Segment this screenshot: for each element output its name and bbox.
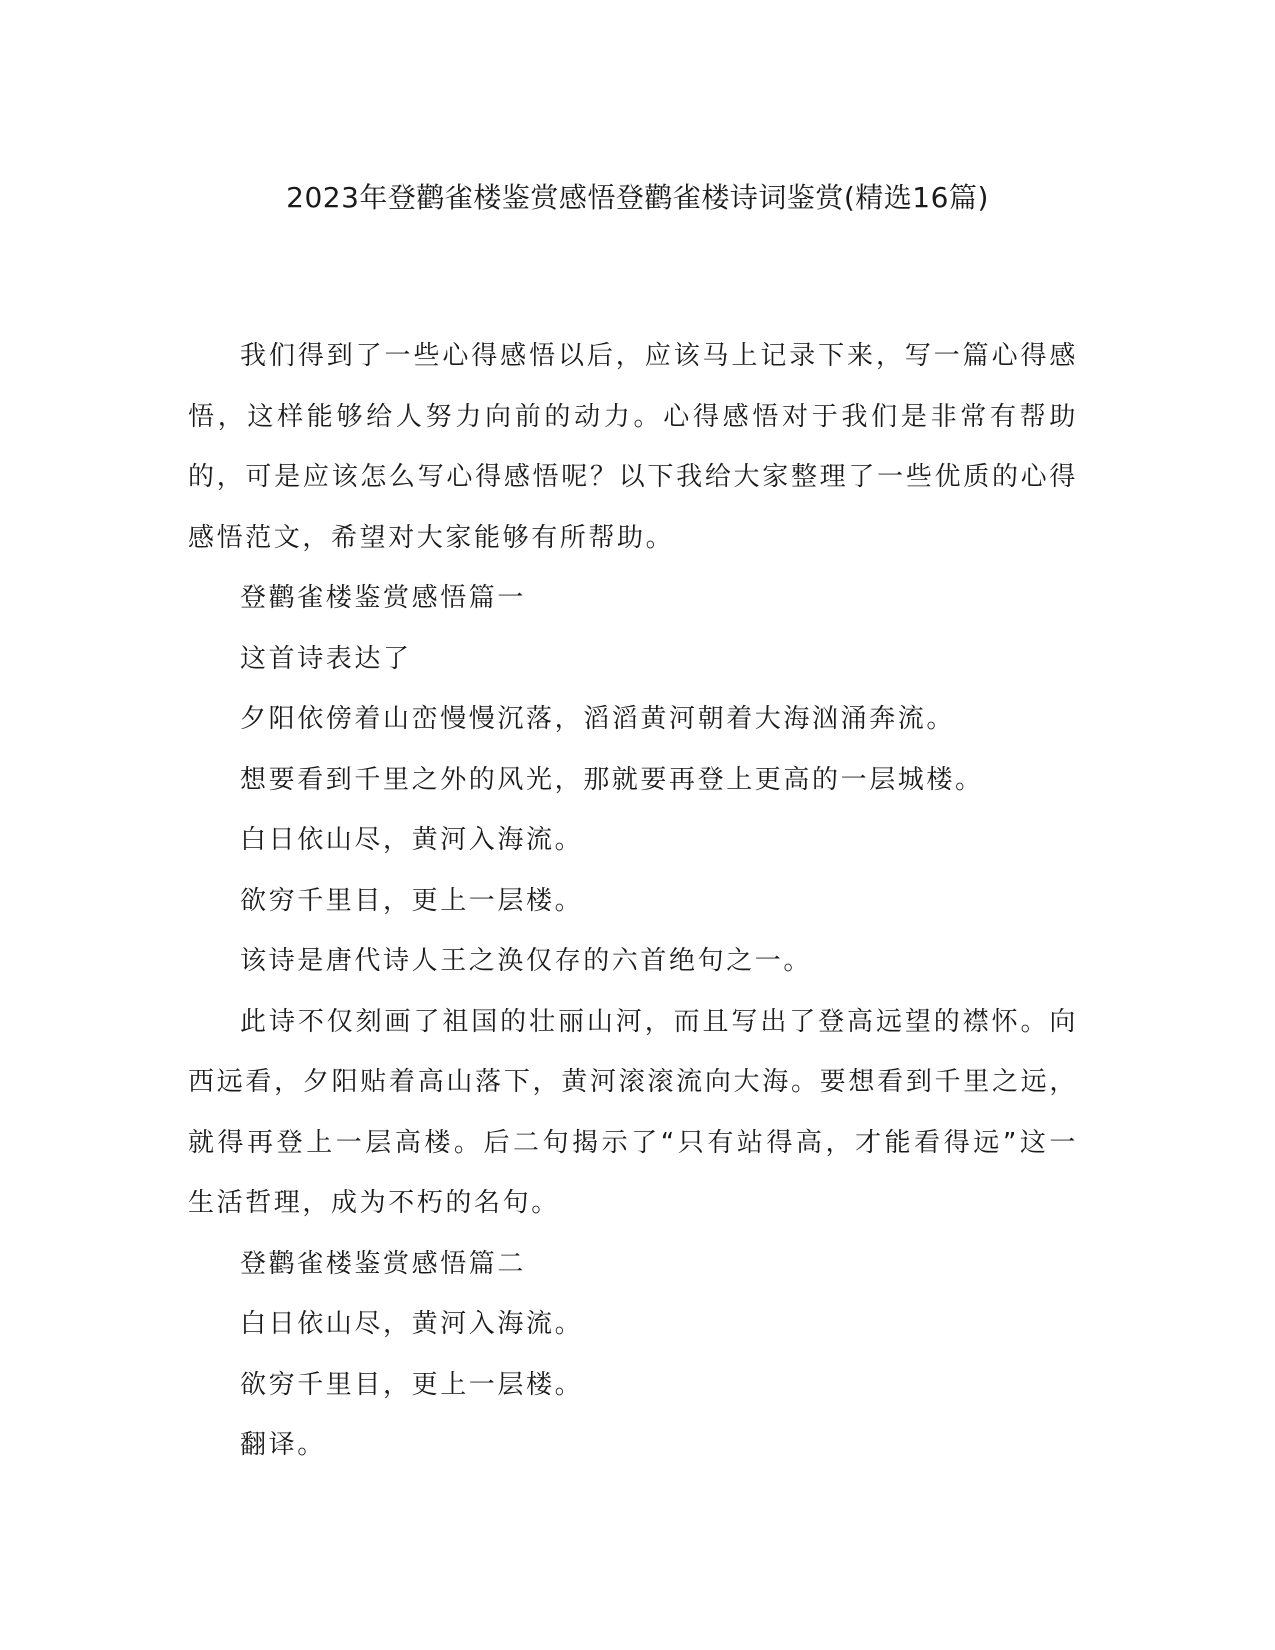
poem-line: 白日依山尽，黄河入海流。 [240,1309,584,1339]
paragraph: 这首诗表达了 [240,643,412,674]
section-heading-2: 登鹳雀楼鉴赏感悟篇二 [240,1248,527,1279]
document-body [188,326,1078,1476]
paragraph: 想要看到千里之外的风光，那就要再登上更高的一层城楼。 [240,764,984,795]
section-heading-1: 登鹳雀楼鉴赏感悟篇一 [240,583,527,613]
paragraph-intro: 我们得到了一些心得感悟以后，应该马上记录下来，写一篇心得感悟，这样能够给人努力向前的动力。心得感悟对于我们是非常有帮助的，可是应该怎么写心得感悟呢？以下我给大家整理了一些优质的心得感悟范文，希望对大家能够有所帮助。 [188,341,1078,553]
poem-line: 白日依山尽，黄河入海流。 [240,825,584,855]
paragraph-analysis: 此诗不仅刻画了祖国的壮丽山河，而且写出了登高远望的襟怀。向西远看，夕阳贴着高山落下，黄河滚滚流向大海。要想看到千里之远，就得再登上一层高楼。后二句揭示了“只有站得高，才能看得远”这一生活哲理，成为不朽的名句。 [188,1006,1078,1218]
paragraph: 该诗是唐代诗人王之涣仅存的六首绝句之一。 [240,946,813,976]
poem-line: 欲穷千里目，更上一层楼。 [240,1369,584,1400]
paragraph: 夕阳依傍着山峦慢慢沉落，滔滔黄河朝着大海汹涌奔流。 [240,704,956,734]
document-title: 2023年登鹳雀楼鉴赏感悟登鹳雀楼诗词鉴赏(精选16篇) [286,181,989,214]
poem-line: 欲穷千里目，更上一层楼。 [240,885,584,916]
paragraph: 翻译。 [240,1430,326,1460]
